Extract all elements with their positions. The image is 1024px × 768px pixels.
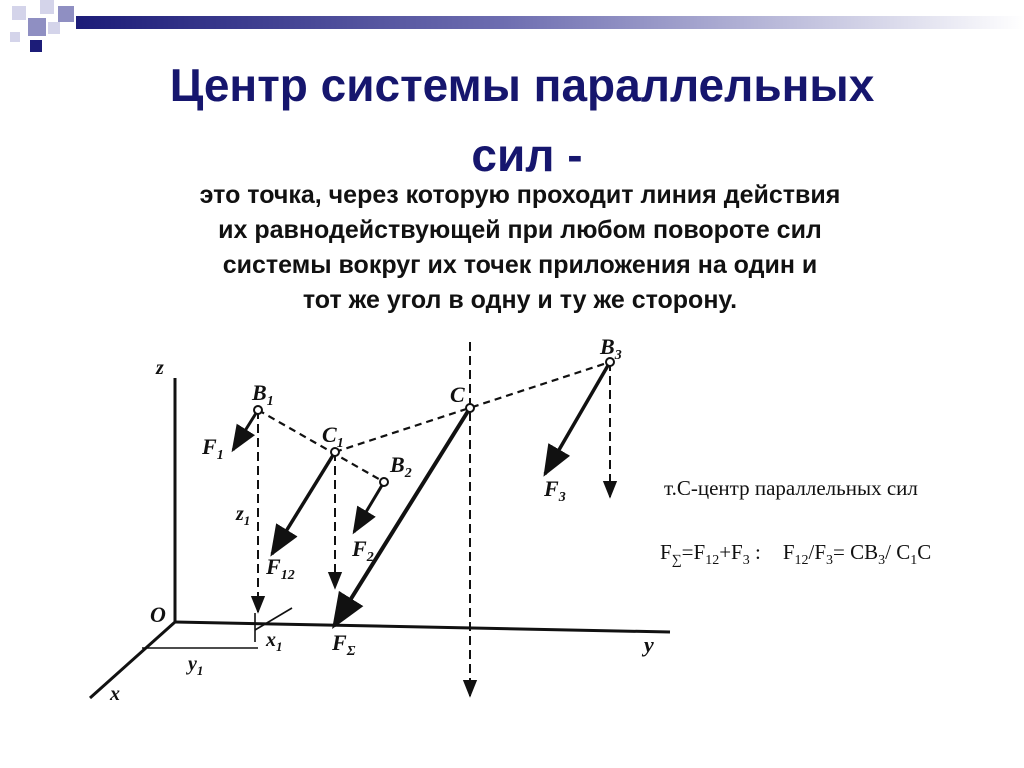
deco-square: [10, 32, 20, 42]
formula-sub: 3: [826, 553, 834, 569]
formula-part: =F: [681, 540, 706, 564]
label-b2: $B_2$: [390, 452, 412, 481]
deco-bar: [76, 16, 1024, 29]
formula-sub: 12: [794, 553, 809, 569]
point-b3: [606, 358, 614, 366]
force-f12-arrow: [272, 452, 335, 554]
y-axis: [175, 622, 670, 632]
definition-text: [80, 178, 960, 318]
formula-sub: 1: [910, 553, 918, 569]
label-f3: $F_3$: [544, 476, 566, 505]
formula-part: F: [660, 540, 672, 564]
title-line-2: сил -: [471, 129, 583, 181]
definition-line-2: их равнодействующей при любом повороте сил: [218, 216, 822, 244]
point-b2: [380, 478, 388, 486]
dashed-b1-b2: [258, 410, 384, 482]
label-z-axis: z: [156, 357, 164, 379]
label-x-axis: x: [110, 683, 120, 705]
deco-square: [12, 6, 26, 20]
label-f1: $F_1$: [202, 434, 224, 463]
formula-sub: ∑: [671, 553, 682, 569]
formula-sub: 3: [742, 553, 750, 569]
formula-part: C: [917, 540, 932, 564]
label-y-axis: y: [644, 632, 654, 657]
formula-part: / C: [885, 540, 911, 564]
definition-line-1: это точка, через которую проходит линия действия: [199, 181, 841, 209]
force-fsum-arrow: [334, 408, 470, 626]
definition-line-3: системы вокруг их точек приложения на один и: [222, 251, 818, 279]
point-c: [466, 404, 474, 412]
point-b1: [254, 406, 262, 414]
deco-square: [48, 22, 60, 34]
deco-square: [28, 18, 46, 36]
label-y1: $y_1$: [188, 653, 204, 678]
x-axis: [90, 622, 175, 698]
deco-square: [40, 0, 54, 14]
label-b3: $B_3$: [600, 334, 622, 363]
label-origin: O: [150, 602, 166, 627]
force-f2-arrow: [354, 482, 384, 532]
formula-sub: 3: [878, 553, 886, 569]
resultant-formula: [660, 540, 931, 569]
center-note: т.С-центр параллельных сил: [664, 476, 918, 500]
projection-line: [255, 608, 292, 630]
formula-part: :: [749, 540, 761, 564]
formula-part: +F: [719, 540, 743, 564]
deco-square: [58, 6, 74, 22]
formula-sub: 12: [705, 553, 720, 569]
label-fsum: $F_\Sigma$: [332, 630, 356, 659]
definition-line-4: тот же угол в одну и ту же сторону.: [302, 286, 738, 314]
title-line-1: Центр системы параллельных: [169, 59, 875, 111]
force-f3-arrow: [545, 362, 610, 474]
page-title: [0, 50, 1024, 190]
formula-part: F: [782, 540, 795, 564]
label-x1: $x_1$: [266, 629, 283, 654]
formula-part: /F: [808, 540, 827, 564]
formula-part: = CB: [833, 540, 879, 564]
label-f12: $F_{12}$: [266, 554, 295, 583]
force-f1-arrow: [233, 410, 258, 450]
label-c: C: [450, 382, 465, 407]
label-f2: $F_2$: [352, 536, 374, 565]
label-c1: $C_1$: [322, 422, 344, 451]
label-b1: $B_1$: [252, 380, 274, 409]
label-z1: $z_1$: [236, 503, 251, 528]
